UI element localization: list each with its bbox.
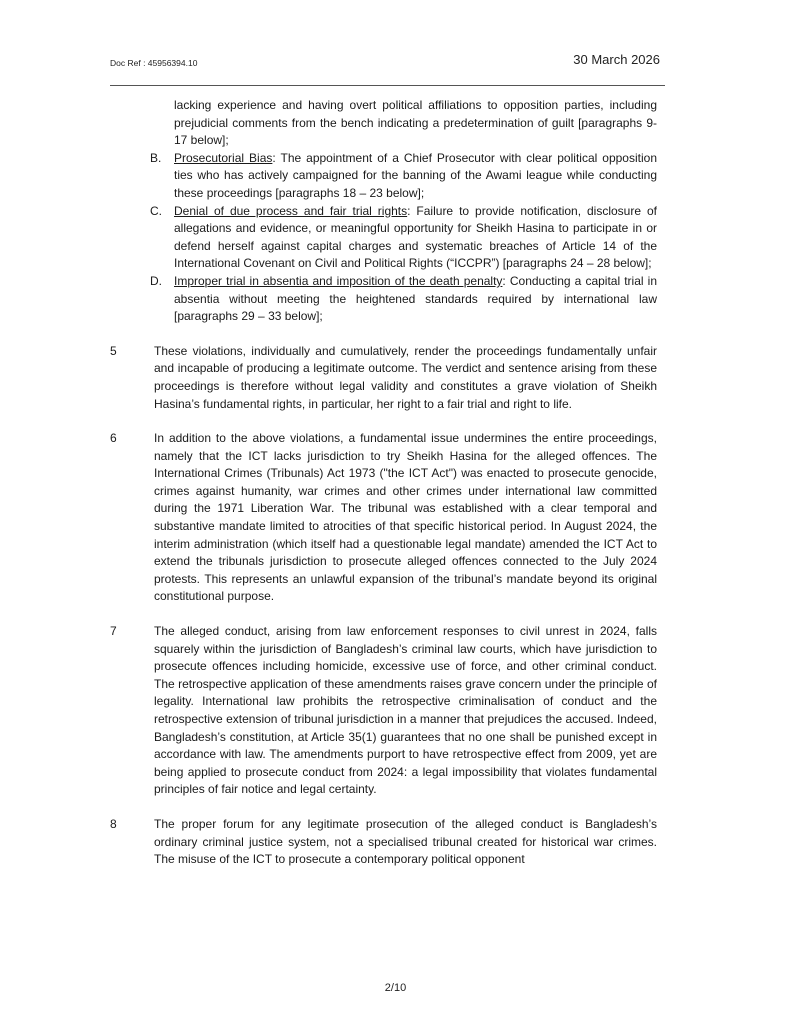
paragraph-text: The alleged conduct, arising from law enforcement responses to civil unrest in 2024, falls squarely within the jurisdiction of Bangladesh’s criminal law courts, which have jurisdiction to prosecute offences including homicide, excessive use of force, and other criminal conduct. The retrospective application of these amendments raises grave concern under the principle of legality. International law prohibits the retrospective criminalisation of conduct and the retrospective extension of tribunal jurisdiction in a manner that prejudices the accused. Indeed, Bangladesh’s constitution, at Article 35(1) guarantees that no one shall be punished except in accordance with law. The amendments purport to have retrospective effect from 2009, yet are being applied to prosecute conduct from 2024: a legal impossibility that violates fundamental principles of fair notice and legal certainty. — [154, 624, 657, 797]
paragraph-text: These violations, individually and cumulatively, render the proceedings fundamentally unfair and incapable of producing a legitimate outcome. The verdict and sentence arising from these proceedings is therefore without legal validity and constitutes a grave violation of Sheikh Hasina’s fundamental rights, in particular, her right to a fair trial and right to life. — [154, 343, 657, 411]
page-header — [110, 52, 665, 72]
header-divider — [110, 85, 665, 86]
list-item-a-continuation — [174, 97, 657, 150]
list-marker: B. — [150, 150, 162, 165]
paragraph-number: 6 — [110, 431, 117, 446]
list-marker: C. — [150, 203, 162, 218]
doc-reference: Doc Ref : 45956394.10 — [110, 58, 198, 68]
list-item-d — [150, 273, 657, 326]
paragraph-6 — [110, 430, 657, 606]
paragraph-8 — [110, 816, 657, 869]
paragraph-text: In addition to the above violations, a fundamental issue undermines the entire proceedings, namely that the ICT lacks jurisdiction to try Sheikh Hasina for the alleged offences. The International Crimes (Tribunals) Act 1973 ("the ICT Act") was enacted to prosecute genocide, crimes against humanity, war crimes and other crimes under international law committed during the 1971 Liberation War. The tribunal was established with a clear temporal and substantive mandate limited to atrocities of that specific historical period. In August 2024, the interim administration (which itself had a questionable legal mandate) amended the ICT Act to extend the tribunals jurisdiction to prosecute alleged offences connected to the July 2024 protests. This represents an unlawful expansion of the tribunal’s mandate beyond its original constitutional purpose. — [154, 431, 657, 604]
page-number: 2/10 — [384, 982, 407, 994]
list-item-heading: Prosecutorial Bias — [174, 150, 273, 165]
paragraph-5 — [110, 343, 657, 413]
document-date: 30 March 2026 — [573, 52, 660, 67]
paragraph-number: 5 — [110, 343, 117, 358]
list-item-text: lacking experience and having overt political affiliations to opposition parties, including prejudicial comments from the bench indicating a predetermination of guilt [paragraphs 9-17 below]; — [174, 98, 657, 148]
list-item-c — [150, 203, 657, 273]
list-marker: D. — [150, 273, 162, 288]
document-body — [0, 97, 791, 869]
paragraph-number: 7 — [110, 624, 117, 639]
list-item-b — [150, 150, 657, 203]
paragraph-7 — [110, 623, 657, 799]
paragraph-text: The proper forum for any legitimate prosecution of the alleged conduct is Bangladesh’s ordinary criminal justice system, not a specialised tribunal created for historical war crimes. The misuse of the ICT to prosecute a contemporary political opponent — [154, 816, 657, 867]
list-item-text: : Conducting a capital trial in absentia without meeting the heightened standards required by international law [paragraphs 29 – 33 below]; — [174, 273, 657, 324]
list-item-text: : Failure to provide notification, disclosure of allegations and evidence, or meaningful opportunity for Sheikh Hasina to participate in or defend herself against capital charges and systematic breaches of Article 14 of the International Covenant on Civil and Political Rights (“ICCPR”) [paragraphs 24 – 28 below]; — [174, 203, 657, 271]
list-item-heading: Improper trial in absentia and imposition of the death penalty — [174, 273, 503, 288]
paragraph-number: 8 — [110, 816, 117, 831]
list-item-text: : The appointment of a Chief Prosecutor with clear political opposition ties who has actively campaigned for the banning of the Awami league while conducting these proceedings [paragraphs 18 – 23 below]; — [174, 150, 657, 200]
list-item-heading: Denial of due process and fair trial rights — [174, 203, 408, 218]
